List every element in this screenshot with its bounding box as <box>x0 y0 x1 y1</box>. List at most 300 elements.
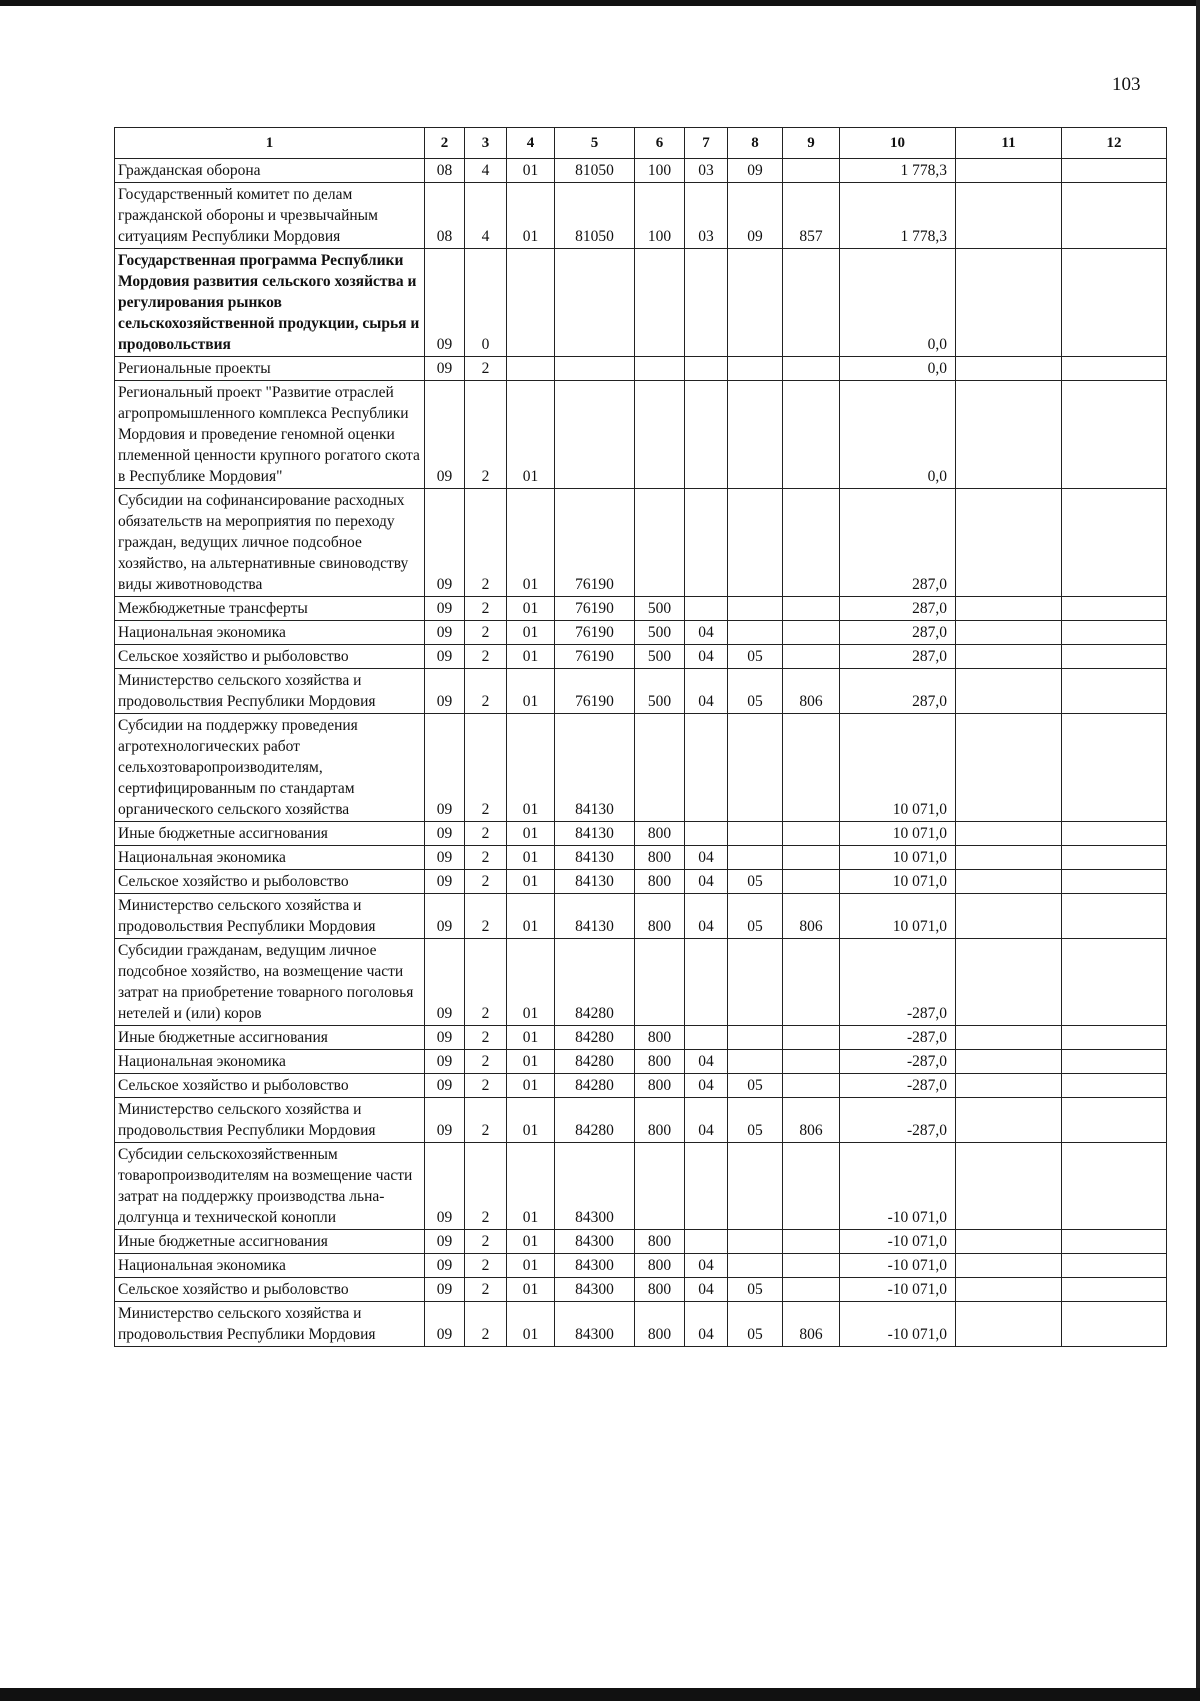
col7-cell: 04 <box>685 870 728 894</box>
col8-cell <box>728 249 783 357</box>
col7-cell: 04 <box>685 846 728 870</box>
col2-cell: 09 <box>425 939 465 1026</box>
col2-cell: 09 <box>425 645 465 669</box>
col2-cell: 09 <box>425 1074 465 1098</box>
col9-cell <box>783 381 840 489</box>
row-name: Национальная экономика <box>115 846 425 870</box>
col3-cell: 2 <box>465 597 507 621</box>
col4-cell: 01 <box>507 159 555 183</box>
col11-cell <box>956 357 1062 381</box>
col3-cell: 2 <box>465 621 507 645</box>
col2-cell: 09 <box>425 846 465 870</box>
col8-cell <box>728 822 783 846</box>
amount-cell: 1 778,3 <box>840 183 956 249</box>
col3-cell: 2 <box>465 1026 507 1050</box>
row-name: Иные бюджетные ассигнования <box>115 1230 425 1254</box>
col9-cell <box>783 939 840 1026</box>
col4-cell: 01 <box>507 1098 555 1143</box>
col2-cell: 09 <box>425 249 465 357</box>
col2-cell: 09 <box>425 1143 465 1230</box>
col2-cell: 09 <box>425 1254 465 1278</box>
col4-cell: 01 <box>507 939 555 1026</box>
row-name: Министерство сельского хозяйства и продовольствия Республики Мордовия <box>115 1302 425 1347</box>
col3-cell: 2 <box>465 1302 507 1347</box>
col12-cell <box>1062 870 1167 894</box>
col8-cell <box>728 621 783 645</box>
row-name: Министерство сельского хозяйства и продовольствия Республики Мордовия <box>115 894 425 939</box>
col11-cell <box>956 597 1062 621</box>
col3-cell: 2 <box>465 894 507 939</box>
col8-cell <box>728 714 783 822</box>
col6-cell: 800 <box>635 1050 685 1074</box>
row-name: Сельское хозяйство и рыболовство <box>115 870 425 894</box>
col7-cell <box>685 939 728 1026</box>
col9-cell: 806 <box>783 1302 840 1347</box>
col11-cell <box>956 1074 1062 1098</box>
col9-cell <box>783 1230 840 1254</box>
col7-cell: 04 <box>685 645 728 669</box>
table-row <box>115 1143 1167 1230</box>
col6-cell: 500 <box>635 669 685 714</box>
col4-cell <box>507 357 555 381</box>
col8-cell: 09 <box>728 183 783 249</box>
table-row <box>115 645 1167 669</box>
col3-cell: 2 <box>465 1278 507 1302</box>
col7-cell: 04 <box>685 669 728 714</box>
col2-cell: 09 <box>425 870 465 894</box>
col3-cell: 2 <box>465 870 507 894</box>
table-row <box>115 870 1167 894</box>
col11-cell <box>956 183 1062 249</box>
col3-cell: 0 <box>465 249 507 357</box>
col2-cell: 08 <box>425 183 465 249</box>
col6-cell <box>635 714 685 822</box>
col6-cell <box>635 249 685 357</box>
col9-cell <box>783 822 840 846</box>
table-row <box>115 159 1167 183</box>
col8-cell <box>728 381 783 489</box>
col5-cell: 84280 <box>555 1074 635 1098</box>
col5-cell: 76190 <box>555 645 635 669</box>
col7-cell <box>685 714 728 822</box>
row-name: Государственный комитет по делам гражданской обороны и чрезвычайным ситуациям Республики Мордовия <box>115 183 425 249</box>
col11-cell <box>956 669 1062 714</box>
col12-cell <box>1062 1143 1167 1230</box>
col6-cell <box>635 357 685 381</box>
table-row <box>115 714 1167 822</box>
col5-cell: 76190 <box>555 669 635 714</box>
col3-cell: 4 <box>465 159 507 183</box>
col7-cell <box>685 381 728 489</box>
col7-cell: 04 <box>685 1302 728 1347</box>
col7-cell: 04 <box>685 894 728 939</box>
col4-cell: 01 <box>507 1143 555 1230</box>
col9-cell <box>783 249 840 357</box>
col8-cell: 05 <box>728 1278 783 1302</box>
col5-cell: 84300 <box>555 1254 635 1278</box>
col6-cell: 500 <box>635 597 685 621</box>
row-name: Сельское хозяйство и рыболовство <box>115 1074 425 1098</box>
row-name: Министерство сельского хозяйства и продовольствия Республики Мордовия <box>115 669 425 714</box>
row-name: Национальная экономика <box>115 1050 425 1074</box>
col9-cell <box>783 597 840 621</box>
col12-cell <box>1062 1050 1167 1074</box>
col5-cell: 76190 <box>555 597 635 621</box>
col12-cell <box>1062 1098 1167 1143</box>
amount-cell: 287,0 <box>840 597 956 621</box>
col7-cell <box>685 1230 728 1254</box>
col9-cell <box>783 714 840 822</box>
amount-cell: -287,0 <box>840 1098 956 1143</box>
amount-cell: 0,0 <box>840 381 956 489</box>
col9-cell <box>783 645 840 669</box>
col8-cell: 09 <box>728 159 783 183</box>
col8-cell <box>728 939 783 1026</box>
col12-cell <box>1062 894 1167 939</box>
col6-cell: 800 <box>635 1026 685 1050</box>
col8-cell <box>728 846 783 870</box>
col6-cell <box>635 1143 685 1230</box>
table-row <box>115 1302 1167 1347</box>
col5-cell: 84130 <box>555 870 635 894</box>
row-name: Национальная экономика <box>115 1254 425 1278</box>
col9-cell <box>783 870 840 894</box>
row-name: Национальная экономика <box>115 621 425 645</box>
col3-cell: 2 <box>465 357 507 381</box>
col2-cell: 09 <box>425 1302 465 1347</box>
col9-cell <box>783 1278 840 1302</box>
col3-cell: 2 <box>465 1098 507 1143</box>
col3-cell: 2 <box>465 1074 507 1098</box>
col6-cell: 100 <box>635 159 685 183</box>
col5-cell: 84300 <box>555 1143 635 1230</box>
col4-cell: 01 <box>507 597 555 621</box>
col3-cell: 2 <box>465 669 507 714</box>
col9-cell: 857 <box>783 183 840 249</box>
col6-cell: 800 <box>635 894 685 939</box>
col4-cell: 01 <box>507 1026 555 1050</box>
col3-cell: 2 <box>465 822 507 846</box>
col4-cell: 01 <box>507 1230 555 1254</box>
table-row <box>115 822 1167 846</box>
row-name: Министерство сельского хозяйства и продовольствия Республики Мордовия <box>115 1098 425 1143</box>
col4-cell: 01 <box>507 1302 555 1347</box>
col5-cell: 81050 <box>555 183 635 249</box>
col2-cell: 09 <box>425 381 465 489</box>
col-header: 1 <box>115 128 425 159</box>
row-name: Субсидии на софинансирование расходных обязательств на мероприятия по переходу граждан, ведущих личное подсобное хозяйство, на альтернативные свиноводству виды животноводства <box>115 489 425 597</box>
col2-cell: 09 <box>425 1230 465 1254</box>
col3-cell: 2 <box>465 939 507 1026</box>
col2-cell: 09 <box>425 669 465 714</box>
col8-cell: 05 <box>728 870 783 894</box>
row-name: Сельское хозяйство и рыболовство <box>115 1278 425 1302</box>
col5-cell: 84280 <box>555 1026 635 1050</box>
col6-cell <box>635 489 685 597</box>
col8-cell <box>728 1050 783 1074</box>
amount-cell: 287,0 <box>840 489 956 597</box>
col-header: 12 <box>1062 128 1167 159</box>
col-header: 4 <box>507 128 555 159</box>
col5-cell: 84280 <box>555 1050 635 1074</box>
col12-cell <box>1062 489 1167 597</box>
amount-cell: -287,0 <box>840 1074 956 1098</box>
col6-cell: 800 <box>635 1074 685 1098</box>
table-row <box>115 249 1167 357</box>
col11-cell <box>956 381 1062 489</box>
col3-cell: 2 <box>465 645 507 669</box>
col11-cell <box>956 714 1062 822</box>
col7-cell <box>685 597 728 621</box>
col11-cell <box>956 1098 1062 1143</box>
table-row <box>115 1254 1167 1278</box>
col2-cell: 09 <box>425 714 465 822</box>
amount-cell: -287,0 <box>840 1026 956 1050</box>
col12-cell <box>1062 381 1167 489</box>
scan-edge-top <box>0 0 1200 6</box>
amount-cell: 10 071,0 <box>840 894 956 939</box>
col8-cell <box>728 1230 783 1254</box>
col12-cell <box>1062 846 1167 870</box>
col9-cell <box>783 1026 840 1050</box>
col2-cell: 09 <box>425 822 465 846</box>
scan-edge-bottom <box>0 1688 1200 1701</box>
col-header: 6 <box>635 128 685 159</box>
col8-cell <box>728 597 783 621</box>
col7-cell <box>685 357 728 381</box>
table-row <box>115 1278 1167 1302</box>
col9-cell <box>783 357 840 381</box>
col8-cell: 05 <box>728 894 783 939</box>
col5-cell: 84300 <box>555 1230 635 1254</box>
col12-cell <box>1062 822 1167 846</box>
row-name: Государственная программа Республики Мордовия развития сельского хозяйства и регулирования рынков сельскохозяйственной продукции, сырья и продовольствия <box>115 249 425 357</box>
col2-cell: 08 <box>425 159 465 183</box>
col-header: 3 <box>465 128 507 159</box>
col12-cell <box>1062 183 1167 249</box>
col4-cell: 01 <box>507 714 555 822</box>
col12-cell <box>1062 1278 1167 1302</box>
col6-cell: 800 <box>635 1278 685 1302</box>
col12-cell <box>1062 1026 1167 1050</box>
col7-cell <box>685 249 728 357</box>
col9-cell <box>783 489 840 597</box>
col2-cell: 09 <box>425 1098 465 1143</box>
col11-cell <box>956 894 1062 939</box>
col6-cell: 800 <box>635 870 685 894</box>
budget-table <box>114 127 1167 1347</box>
amount-cell: 10 071,0 <box>840 846 956 870</box>
col2-cell: 09 <box>425 489 465 597</box>
col7-cell: 04 <box>685 1098 728 1143</box>
amount-cell: 287,0 <box>840 645 956 669</box>
col2-cell: 09 <box>425 1050 465 1074</box>
col11-cell <box>956 159 1062 183</box>
col4-cell: 01 <box>507 894 555 939</box>
col5-cell: 84300 <box>555 1302 635 1347</box>
col-header: 2 <box>425 128 465 159</box>
col11-cell <box>956 846 1062 870</box>
col4-cell: 01 <box>507 669 555 714</box>
col12-cell <box>1062 357 1167 381</box>
col5-cell: 84130 <box>555 714 635 822</box>
col4-cell: 01 <box>507 621 555 645</box>
col6-cell: 800 <box>635 1302 685 1347</box>
col2-cell: 09 <box>425 597 465 621</box>
col6-cell: 800 <box>635 822 685 846</box>
row-name: Иные бюджетные ассигнования <box>115 822 425 846</box>
amount-cell: 0,0 <box>840 249 956 357</box>
row-name: Иные бюджетные ассигнования <box>115 1026 425 1050</box>
col3-cell: 4 <box>465 183 507 249</box>
row-name: Субсидии сельскохозяйственным товаропроизводителям на возмещение части затрат на поддержку производства льна-долгунца и технической конопли <box>115 1143 425 1230</box>
col4-cell: 01 <box>507 1074 555 1098</box>
amount-cell: 10 071,0 <box>840 822 956 846</box>
col-header: 8 <box>728 128 783 159</box>
row-name: Субсидии гражданам, ведущим личное подсобное хозяйство, на возмещение части затрат на приобретение товарного поголовья нетелей и (или) коров <box>115 939 425 1026</box>
col8-cell: 05 <box>728 1302 783 1347</box>
col9-cell <box>783 1254 840 1278</box>
table-row <box>115 621 1167 645</box>
col5-cell: 84300 <box>555 1278 635 1302</box>
col11-cell <box>956 1302 1062 1347</box>
col4-cell: 01 <box>507 822 555 846</box>
col3-cell: 2 <box>465 714 507 822</box>
col5-cell: 81050 <box>555 159 635 183</box>
col11-cell <box>956 1050 1062 1074</box>
table-row <box>115 1026 1167 1050</box>
amount-cell: -10 071,0 <box>840 1302 956 1347</box>
amount-cell: -10 071,0 <box>840 1254 956 1278</box>
col12-cell <box>1062 621 1167 645</box>
col4-cell: 01 <box>507 1050 555 1074</box>
col9-cell <box>783 621 840 645</box>
col3-cell: 2 <box>465 381 507 489</box>
col2-cell: 09 <box>425 1278 465 1302</box>
amount-cell: 10 071,0 <box>840 714 956 822</box>
col11-cell <box>956 870 1062 894</box>
col11-cell <box>956 1026 1062 1050</box>
col8-cell <box>728 1026 783 1050</box>
col2-cell: 09 <box>425 894 465 939</box>
col7-cell: 04 <box>685 1278 728 1302</box>
col4-cell: 01 <box>507 846 555 870</box>
col-header: 9 <box>783 128 840 159</box>
col-header: 7 <box>685 128 728 159</box>
col11-cell <box>956 939 1062 1026</box>
col6-cell: 800 <box>635 1230 685 1254</box>
table-row <box>115 357 1167 381</box>
amount-cell: 287,0 <box>840 621 956 645</box>
header-row <box>115 128 1167 159</box>
col9-cell <box>783 846 840 870</box>
col8-cell <box>728 1254 783 1278</box>
col12-cell <box>1062 1254 1167 1278</box>
row-name: Межбюджетные трансферты <box>115 597 425 621</box>
row-name: Региональные проекты <box>115 357 425 381</box>
col4-cell: 01 <box>507 183 555 249</box>
col8-cell <box>728 1143 783 1230</box>
amount-cell: 10 071,0 <box>840 870 956 894</box>
col9-cell <box>783 1074 840 1098</box>
col2-cell: 09 <box>425 621 465 645</box>
col7-cell: 04 <box>685 621 728 645</box>
col4-cell <box>507 249 555 357</box>
col11-cell <box>956 822 1062 846</box>
amount-cell: 0,0 <box>840 357 956 381</box>
table-row <box>115 669 1167 714</box>
row-name: Региональный проект "Развитие отраслей агропромышленного комплекса Республики Мордовия и проведение геномной оценки племенной ценности крупного рогатого скота в Республике Мордовия" <box>115 381 425 489</box>
col7-cell <box>685 1143 728 1230</box>
col9-cell: 806 <box>783 669 840 714</box>
col9-cell <box>783 1050 840 1074</box>
col6-cell: 800 <box>635 846 685 870</box>
table-row <box>115 939 1167 1026</box>
col9-cell: 806 <box>783 894 840 939</box>
col11-cell <box>956 489 1062 597</box>
amount-cell: 287,0 <box>840 669 956 714</box>
col4-cell: 01 <box>507 381 555 489</box>
table-row <box>115 1050 1167 1074</box>
col8-cell <box>728 357 783 381</box>
col6-cell: 800 <box>635 1254 685 1278</box>
amount-cell: -10 071,0 <box>840 1143 956 1230</box>
col9-cell: 806 <box>783 1098 840 1143</box>
col5-cell: 76190 <box>555 489 635 597</box>
table-row <box>115 894 1167 939</box>
col11-cell <box>956 1143 1062 1230</box>
table-row <box>115 1098 1167 1143</box>
col5-cell: 76190 <box>555 621 635 645</box>
table-row <box>115 1074 1167 1098</box>
row-name: Гражданская оборона <box>115 159 425 183</box>
table-row <box>115 381 1167 489</box>
table-row <box>115 1230 1167 1254</box>
col8-cell: 05 <box>728 645 783 669</box>
col12-cell <box>1062 597 1167 621</box>
col4-cell: 01 <box>507 1254 555 1278</box>
col7-cell <box>685 822 728 846</box>
col-header: 5 <box>555 128 635 159</box>
amount-cell: -287,0 <box>840 939 956 1026</box>
col12-cell <box>1062 669 1167 714</box>
col12-cell <box>1062 249 1167 357</box>
col7-cell: 04 <box>685 1074 728 1098</box>
col4-cell: 01 <box>507 489 555 597</box>
col2-cell: 09 <box>425 357 465 381</box>
col11-cell <box>956 1230 1062 1254</box>
col6-cell <box>635 381 685 489</box>
col8-cell: 05 <box>728 669 783 714</box>
table-row <box>115 597 1167 621</box>
col2-cell: 09 <box>425 1026 465 1050</box>
col-header: 10 <box>840 128 956 159</box>
col12-cell <box>1062 1302 1167 1347</box>
col7-cell: 03 <box>685 159 728 183</box>
col11-cell <box>956 645 1062 669</box>
col6-cell: 800 <box>635 1098 685 1143</box>
col6-cell: 500 <box>635 621 685 645</box>
col11-cell <box>956 1254 1062 1278</box>
col5-cell: 84130 <box>555 846 635 870</box>
col6-cell: 500 <box>635 645 685 669</box>
row-name: Сельское хозяйство и рыболовство <box>115 645 425 669</box>
col3-cell: 2 <box>465 1143 507 1230</box>
col7-cell: 04 <box>685 1050 728 1074</box>
col12-cell <box>1062 714 1167 822</box>
col6-cell <box>635 939 685 1026</box>
table-row <box>115 846 1167 870</box>
